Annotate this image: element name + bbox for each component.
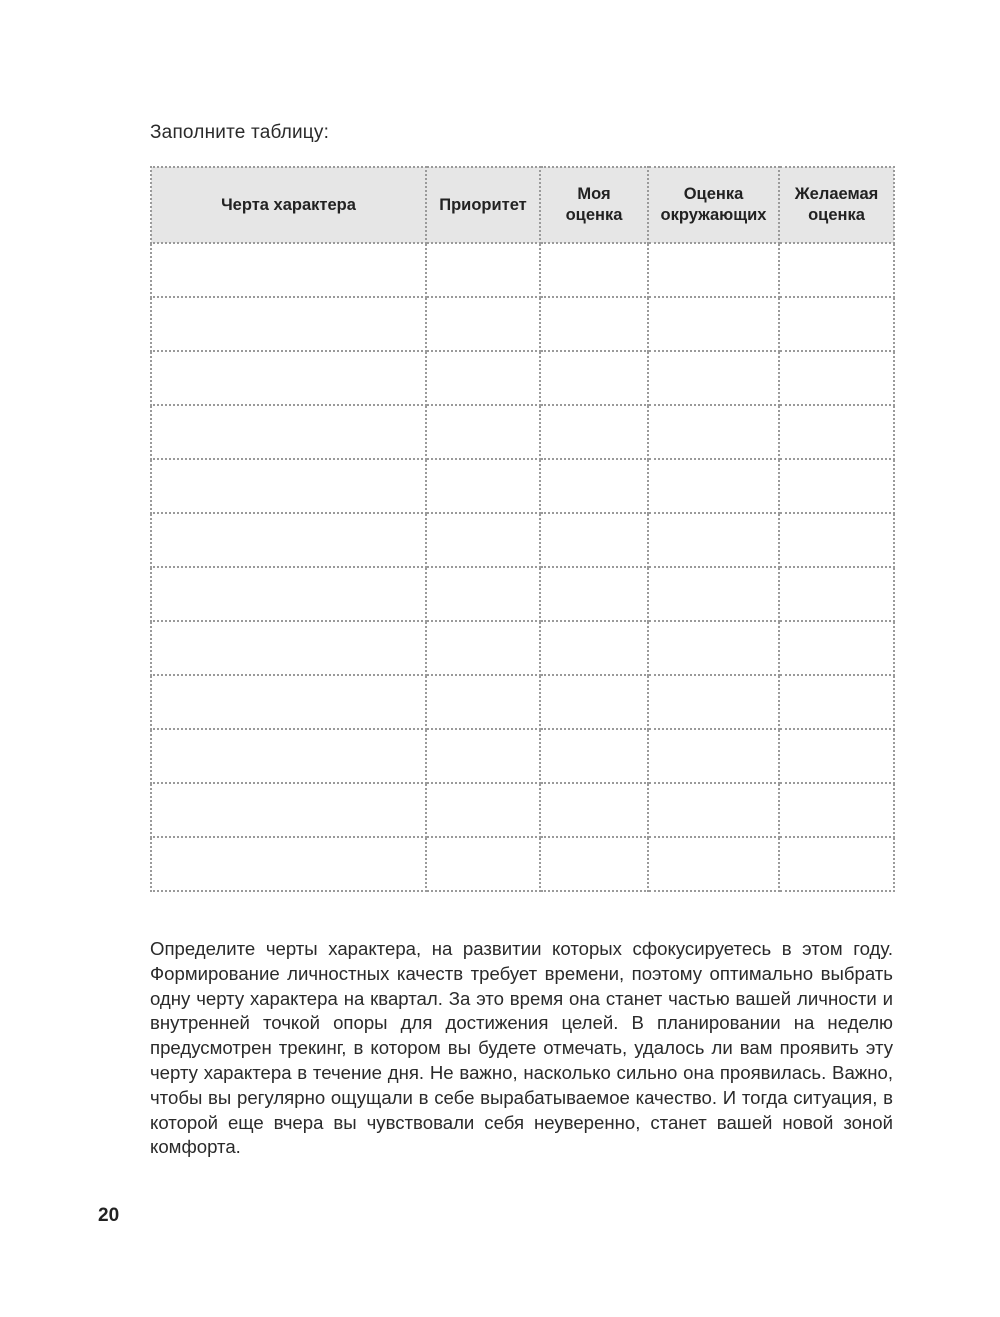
table-cell-others-rating [648, 513, 779, 567]
table-header-row [151, 167, 894, 243]
table-row [151, 297, 894, 351]
table-cell-self-rating [540, 621, 648, 675]
table-cell-trait [151, 567, 426, 621]
table-cell-desired-rating [779, 297, 894, 351]
table-cell-priority [426, 405, 540, 459]
table-row [151, 675, 894, 729]
header-self-rating: Моя оценка [540, 167, 648, 243]
table-cell-self-rating [540, 567, 648, 621]
table-cell-self-rating [540, 837, 648, 891]
table-cell-trait [151, 297, 426, 351]
table-cell-others-rating [648, 837, 779, 891]
table-row [151, 621, 894, 675]
page-number: 20 [98, 1205, 120, 1226]
table-cell-trait [151, 459, 426, 513]
header-others-rating: Оценка окружающих [648, 167, 779, 243]
table-cell-self-rating [540, 405, 648, 459]
table-cell-desired-rating [779, 567, 894, 621]
table-cell-others-rating [648, 297, 779, 351]
table-cell-priority [426, 621, 540, 675]
table-row [151, 567, 894, 621]
table-cell-others-rating [648, 729, 779, 783]
table-cell-others-rating [648, 459, 779, 513]
table-cell-others-rating [648, 405, 779, 459]
instruction-paragraph: Определите черты характера, на развитии которых сфокусируетесь в этом году. Формирование личностных качеств требует времени, поэтому оптимально выбрать одну черту характера на квартал. За это время она станет частью вашей личности и внутренней точкой опоры для достижения целей. В планировании на неделю предусмотрен трекинг, в котором вы будете отмечать, удалось ли вам проявить эту черту характера в течение дня. Не важно, насколько сильно она проявилась. Важно, чтобы вы регулярно ощущали в себе вырабатываемое качество. И тогда ситуация, в которой еще вчера вы чувствовали себя неуверенно, станет вашей новой зоной комфорта. [150, 938, 893, 1158]
table-cell-trait [151, 621, 426, 675]
table-cell-trait [151, 729, 426, 783]
table-row [151, 459, 894, 513]
table-cell-trait [151, 675, 426, 729]
table-cell-desired-rating [779, 729, 894, 783]
table-cell-trait [151, 837, 426, 891]
table-cell-priority [426, 567, 540, 621]
table-cell-desired-rating [779, 513, 894, 567]
table-cell-others-rating [648, 243, 779, 297]
table-cell-trait [151, 243, 426, 297]
table-row [151, 405, 894, 459]
table-cell-self-rating [540, 783, 648, 837]
table-cell-trait [151, 783, 426, 837]
table-row [151, 513, 894, 567]
character-traits-table-wrapper [150, 166, 893, 892]
table-cell-desired-rating [779, 837, 894, 891]
table-cell-self-rating [540, 513, 648, 567]
header-trait: Черта характера [151, 167, 426, 243]
table-cell-desired-rating [779, 459, 894, 513]
table-cell-trait [151, 351, 426, 405]
table-cell-priority [426, 675, 540, 729]
table-cell-priority [426, 243, 540, 297]
table-cell-trait [151, 405, 426, 459]
table-cell-others-rating [648, 783, 779, 837]
table-cell-desired-rating [779, 621, 894, 675]
table-cell-desired-rating [779, 351, 894, 405]
table-cell-self-rating [540, 351, 648, 405]
table-cell-others-rating [648, 351, 779, 405]
table-body [151, 243, 894, 891]
table-instruction: Заполните таблицу: [150, 122, 330, 143]
table-cell-self-rating [540, 297, 648, 351]
header-desired-rating: Желаемая оценка [779, 167, 894, 243]
table-cell-others-rating [648, 567, 779, 621]
table-cell-priority [426, 513, 540, 567]
table-row [151, 837, 894, 891]
table-cell-desired-rating [779, 405, 894, 459]
table-cell-priority [426, 837, 540, 891]
table-cell-trait [151, 513, 426, 567]
table-cell-priority [426, 729, 540, 783]
table-cell-priority [426, 783, 540, 837]
table-cell-others-rating [648, 621, 779, 675]
table-cell-priority [426, 351, 540, 405]
table-cell-self-rating [540, 729, 648, 783]
table-row [151, 351, 894, 405]
table-cell-desired-rating [779, 675, 894, 729]
table-cell-desired-rating [779, 783, 894, 837]
table-cell-desired-rating [779, 243, 894, 297]
table-row [151, 783, 894, 837]
table-row [151, 729, 894, 783]
table-cell-self-rating [540, 243, 648, 297]
table-cell-priority [426, 459, 540, 513]
header-priority: Приоритет [426, 167, 540, 243]
table-row [151, 243, 894, 297]
table-cell-self-rating [540, 675, 648, 729]
character-traits-table [150, 166, 895, 892]
table-cell-priority [426, 297, 540, 351]
table-cell-others-rating [648, 675, 779, 729]
table-cell-self-rating [540, 459, 648, 513]
